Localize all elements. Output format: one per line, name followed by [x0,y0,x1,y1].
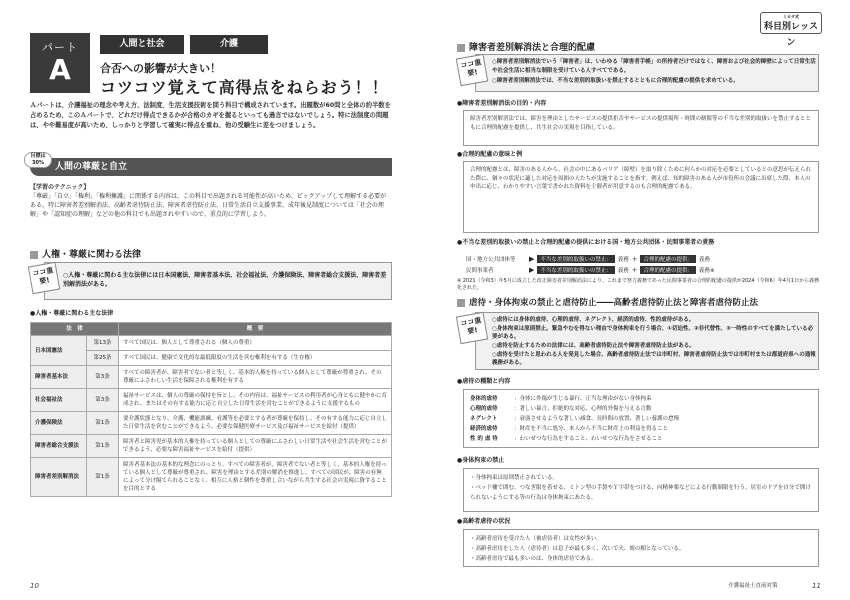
heading-abuse-types: ●虐待の種類と内容 [457,378,511,385]
heading-elder: ●高齢者虐待の状況 [457,518,511,525]
table-row [31,366,392,389]
duty-level: 義務 [617,256,629,263]
duty-accommodation: 合理的配慮の提供： [640,266,696,274]
law-article: 第25条 [87,351,119,366]
arrow-icon: ▶ [529,254,535,263]
page-number-right: 11 [812,582,821,590]
abuse-type-desc: ：著しい暴言、拒絶的な対応、心理的外傷を与える言動 [514,406,652,412]
part-letter: A [49,53,71,86]
purpose-box: 障害者差別解消法では、障害を理由としたサービスの提供拒否やサービスの提供場所・時間の制限等の不当な差別的取扱いを禁止するとともに合理的配慮を提供し、共生社会の実現を目指している。 [463,110,819,146]
abuse-type-name: 経済的虐待 [470,426,498,432]
abuse-type-name: 心理的虐待 [470,406,498,412]
law-article: 第1条 [87,458,119,497]
table-row [31,389,392,412]
square-bullet-icon [30,251,38,259]
section-title: 人間の尊厳と自立 [55,162,128,172]
duty-entity: 国・地方公共団体等 [466,256,516,263]
law-summary: 障害者と障害児が基本的人権を持っている個人としての尊厳にふさわしい日常生活や社会生活を営むことができるよう、必要な障害福祉サービスを給付（提供） [119,435,392,458]
elder-item: ・高齢者虐待をした人（虐待者）は息子が最も多く、次いで夫、娘の順となっている。 [470,546,685,552]
elder-box [463,529,819,567]
law-heading-text: 人権・尊厳に関わる法律 [42,250,142,260]
abuse-type-row [470,394,812,404]
law-summary: 福祉サービスは、個人の尊厳の保持を旨とし、その内容は、福祉サービスの利用者が心身ともに健やかに育成され、またはその有する能力に応じ自立した日常生活を営むことができるように支援するもの [119,389,392,412]
law-article: 第3条 [87,366,119,389]
point-e-item: ○虐待には身体的虐待、心理的虐待、ネグレクト、経済的虐待、性的虐待がある。 [492,317,695,323]
square-bullet-icon [457,299,465,307]
law-name: 社会福祉法 [31,389,87,412]
law-summary: すべて国民は、個人として尊重される（個人の尊重） [119,336,392,351]
abuse-type-row [470,424,812,434]
table-header-summary: 概 要 [119,323,392,336]
law-article: 第13条 [87,336,119,351]
heading-purpose: ●障害者差別解消法の目的・内容 [457,100,547,107]
law-summary: すべての障害者が、障害者でない者と等しく、基本的人権を持っている個人として尊厳が尊重され、その尊厳にふさわしい生活を保障される権利を有する [119,366,392,389]
law-heading [30,247,141,260]
abuse-type-name: 性 的 虐 待 [470,436,498,442]
page-title: コツコツ覚えて高得点をねらおう！！ [100,78,389,97]
heading-discrimination-text: 障害者差別解消法と合理的配慮 [469,43,596,53]
abuse-type-row [470,404,812,414]
subject-tag: 介護 [190,35,268,54]
duty-entity: 民間事業者 [466,267,494,274]
section-header [30,158,392,176]
technique-body: 「尊厳」「自立」「権利」「権利擁護」に関係する内容は、この科目で出題される可能性が高いため、ピックアップして理解する必要がある。特に障害者差別解消法、高齢者虐待防止法、障害者虐待防止法、日常生活自立支援事業、成年後見制度については「社会の理解」や「認知症の理解」などの他の科目でも出題されやすいので、重点的に学習しよう。 [30,193,387,218]
point-e-item: ○虐待を受けたと思われる人を発見した場合、高齢者虐待防止法では市町村、障害者虐待防止法では市町村または都道府県への通報義務がある。 [492,352,816,366]
important-icon: ココ重要! [456,54,488,86]
subtitle: 合否への影響が大きい！ [100,62,221,75]
point-a1: ○障害者差別解消法でいう「障害者」は、いわゆる「障害者手帳」の所持者だけではなく、障害および社会的障壁によって日常生活や社会生活に相当な制限を受けている人すべてである。 [492,59,816,74]
important-icon: ココ重要! [456,312,488,344]
abuse-type-row [470,414,812,424]
law-name: 障害者基本法 [31,366,87,389]
logo-small: ミカタ式 [783,14,799,19]
duty-flow [466,253,821,275]
important-icon: ココ重要! [28,262,60,294]
table-row [31,412,392,435]
duty-prohibition: 不当な差別的取扱いの禁止： [537,266,615,274]
law-summary: すべて国民は、健康で文化的な最低限度の生活を営む権利を有する（生存権） [119,351,392,366]
restraint-item: ・ベッド柵で囲む、つなぎ服を着せる、ミトン型の手袋やＹ字帯をつける、向精神薬などによる行動制限を行う、居室のドアを自分で開けられないようにする等の行為は身体拘束にあたる。 [470,485,811,501]
law-name: 日本国憲法 [31,336,87,366]
logo-text: 科目別レッスン [764,22,818,48]
page-number-left: 10 [30,582,39,590]
part-label-block [30,33,90,93]
point-box-a [475,54,819,92]
elder-item: ・高齢者虐待で最も多いのは、身体的虐待である。 [470,556,597,562]
book-title: 介護福祉士直前対策 [728,583,778,589]
law-article: 第1条 [87,435,119,458]
duty-row [466,264,821,275]
abuse-type-desc: ：わいせつな行為をすること、わいせつな行為をさせること [514,436,663,442]
square-bullet-icon [457,44,465,52]
restraint-item: ・身体拘束は原則禁止されている。 [470,475,559,481]
heading-duties: ●不当な差別的取扱いの禁止と合理的配慮の提供における国・地方公共団体・民間事業者の責務 [457,239,715,246]
plus-icon: ＋ [631,267,638,274]
point-e-item: ○虐待を防止するための法律には、高齢者虐待防止法や障害者虐待防止法がある。 [492,343,695,349]
abuse-type-desc: ：衰弱させるような著しい減食、長時間の放置、著しい養護の怠慢 [514,416,680,422]
heading-restraint: ●身体拘束の禁止 [457,457,505,464]
law-name: 障害者差別解消法 [31,458,87,497]
law-article: 第3条 [87,389,119,412]
heading-abuse-text: 虐待・身体拘束の禁止と虐待防止――高齢者虐待防止法と障害者虐待防止法 [469,298,759,308]
point-e-item: ○身体拘束は原則禁止。緊急やむを得ない理由で身体拘束を行う場合、①切迫性、②非代替性、③一時性のすべてを満たしている必要がある。 [492,326,814,340]
heading-abuse [457,296,758,308]
arrow-icon: ▶ [529,265,535,274]
plus-icon: ＋ [631,256,638,263]
law-name: 障害者総合支援法 [31,435,87,458]
table-row [31,336,392,351]
heading-discrimination [457,40,595,53]
abuse-type-row [470,434,812,444]
abuse-type-desc: ：身体に外傷が生じる暴行、正当な理由がない身体拘束 [514,396,652,402]
table-row [31,458,392,497]
duty-prohibition: 不当な差別的取扱いの禁止： [537,255,615,263]
duty-level: 義務 [698,256,710,263]
duty-row [466,253,821,264]
law-summary: 障害者基本法の基本的な理念にのっとり、すべての障害者が、障害者でない者と等しく、基本的人権を持っている個人として尊厳が尊重され、障害を理由とする差別の解消を推進し、すべての国民が、障害の有無によって分け隔てられることなく、相互に人格と個性を尊重し合いながら共生する社会の実現に資することを目的とする [119,458,392,497]
part-label: パート [42,41,78,54]
law-name: 介護保険法 [31,412,87,435]
duty-level: 義務※ [698,267,715,274]
abuse-type-name: ネグレクト [470,416,498,422]
law-table [30,322,392,497]
abuse-type-name: 身体的虐待 [470,396,498,402]
table-header-law: 法 律 [31,323,119,336]
intro-text: Ａパートは、介護福祉の理念や考え方、法制度、生活支援技術を問う科目で構成されています。出題数が60問と全体の約半数を占めるため、このＡパートで、どれだけ得点できるかが合格のカギを握るといっても過言ではないでしょう。特に法制度の問題は、やや難易度が高いため、しっかりと学習して確実に得点を重ね、他の受験生に差をつけましょう。 [30,102,391,129]
table-row [31,435,392,458]
technique-title: 【学習のテクニック】 [30,184,90,191]
point-box [44,262,392,300]
law-summary: 要介護状態となり、介護、機能訓練、看護等を必要とする者が尊厳を保持し、その有する能力に応じ自立した日常生活を営むことができるよう、必要な保健医療サービス及び福祉サービスを給付（提供） [119,412,392,435]
elder-item: ・高齢者虐待を受けた人（被虐待者）は女性が多い。 [470,536,603,542]
point-a2: ○障害者差別解消法では、不当な差別的取扱いを禁止するとともに合理的配慮の提供を求めている。 [492,78,739,84]
abuse-types-box [463,389,819,448]
law-article: 第1条 [87,412,119,435]
duty-accommodation: 合理的配慮の提供： [640,255,696,263]
table-caption: ●人権・尊厳に関わる主な法律 [30,310,114,317]
heading-reasonable: ●合理的配慮の意味と例 [457,151,523,158]
reasonable-box: 合理的配慮とは、障害のある人から、社会の中にあるバリア（障壁）を取り除くために何らかの対応を必要としているとの意思が伝えられた際に、個々の状況に適した対応を周囲の人たちが実施することを指す。例えば、知的障害のある人が市役所の会議に出席した際、本人の申出に応じ、わかりやすい言葉で書かれた資料を主催者が用意するのも合理的配慮である。 [463,161,819,233]
point-text: ○人権・尊厳に関わる主な法律には日本国憲法、障害者基本法、社会福祉法、介護保険法、障害者総合支援法、障害者差別解消法がある。 [63,272,387,288]
duty-note: ※ 2021（令和3）年5月に成立した改正障害者差別解消法により、これまで努力義務であった民間事業者の合理的配慮の提供が2024（令和6）年4月1日から義務化された。 [457,278,820,291]
restraint-box [463,468,819,512]
lesson-logo [760,12,822,48]
point-box-e [475,312,819,370]
duty-level: 義務 [617,267,629,274]
abuse-type-desc: ：財産を不当に処分、本人から不当に財産上の利益を得ること [514,426,669,432]
target-badge: 目標は30% [24,152,52,168]
category-tag: 人間と社会 [100,35,184,54]
